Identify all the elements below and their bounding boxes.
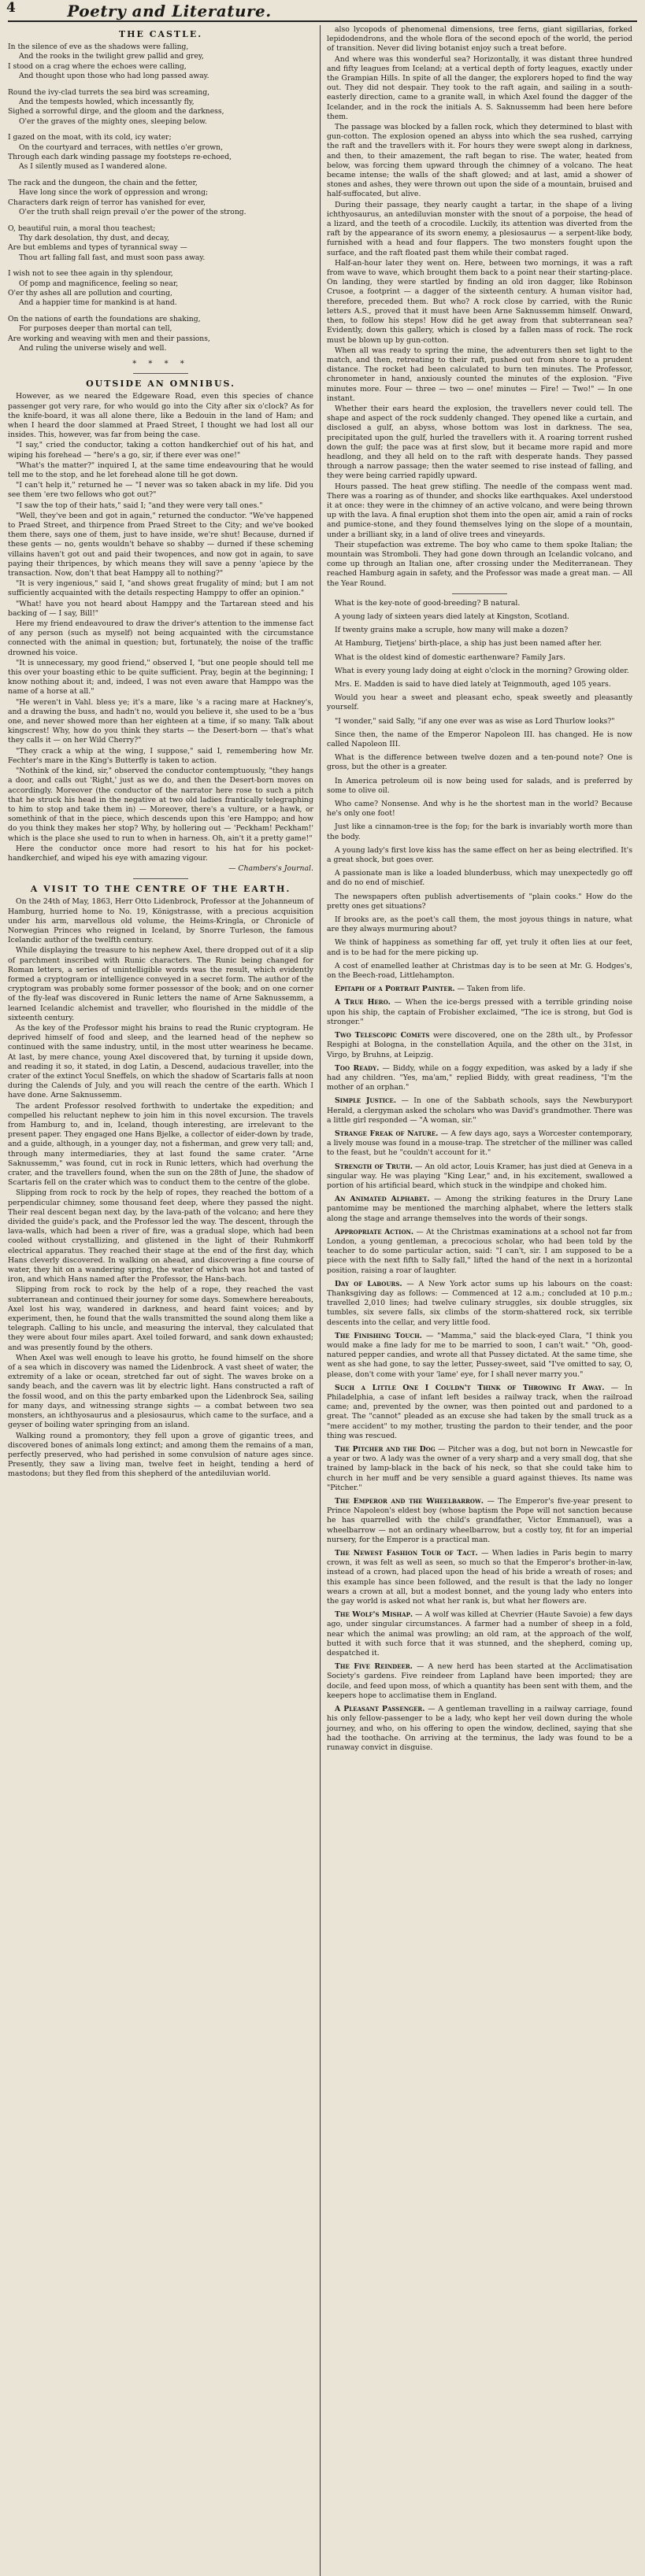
item-text: — Among the striking features in the Drury Lane pantomime may be mentioned the marching alphabet, where the letters stalk along the stage and arrange themselves into the words of their songs. [327, 1195, 632, 1223]
item-text: In America petroleum oil is now being used for salads, and is preferred by some to olive oil. [327, 776, 632, 795]
centre-article [8, 897, 313, 1479]
item-heading: The Newest Fashion Tour of Tact. [335, 1549, 478, 1558]
item-text: — When ladies in Paris begin to marry crown, it was felt as well as seen, so much so that the Emperor's brother-in-law, instead of a crown, had placed upon the head of his bride a wreath of roses; and this example has since been followed, and the result is that the lady no longer wears a crown at all, but a modest bonnet, and the young lady who enters into the gay world is asked not what her rank is, but what her flowers are. [327, 1549, 632, 1606]
miscellany-item [327, 846, 632, 865]
omnibus-article [8, 392, 313, 863]
poem-line: Are but emblems and types of tyrannical sway — [8, 243, 187, 253]
miscellany-item [327, 730, 632, 749]
article-paragraph: "They crack a whip at the wing, I suppose," said I, remembering how Mr. Fechter's mare in the King's Butterfly is taken to action. [8, 746, 313, 765]
miscellany-item [327, 599, 632, 608]
miscellany-item [327, 626, 632, 635]
miscellany-item [327, 998, 632, 1027]
miscellany-item [327, 962, 632, 981]
miscellany-item [327, 869, 632, 888]
miscellany-item [327, 667, 632, 676]
item-heading: Such a Little One I Couldn't Think of Throwing It Away. [335, 1383, 605, 1392]
article-paragraph: Slipping from rock to rock by the help of a rope, they reached the vast subterranean and continued their journey for some days. Somewhere hereabouts, Axel lost his way, wandered in darkness, and heard faint voices; and by experiment, then, he found that the walls transmitted the sound along them like a telegraph. Calling to his uncle, and measuring the interval, they calculated that they were about four miles apart. Axel toiled forward, and sank down exhausted; and was presently found by the others. [8, 1285, 313, 1352]
poem-line: Thy dark desolation, thy dust, and decay, [19, 233, 170, 242]
miscellany-list [327, 599, 632, 1753]
omnibus-attribution: — Chambers's Journal. [228, 864, 313, 874]
miscellany-item [327, 1096, 632, 1125]
article-paragraph: "It is unnecessary, my good friend," observed I, "but one people should tell me this over your boasting ethic to be quite sufficient. Pray, begin at the beginning; I know nothing about it; and, indeed, I was not even aware that Hamppo was the name of a horse at all." [8, 658, 313, 697]
poem-stanza [8, 43, 313, 82]
article-paragraph: Their stupefaction was extreme. The boy who came to them spoke Italian; the mountain was Stromboli. They had gone down through an Icelandic volcano, and come up through an Italian one, after crossing under the Mediterranean. They reached Hamburg again in safety, and the Professor was made a great man. — All the Year Round. [327, 540, 632, 588]
item-text: If twenty grains make a scruple, how many will make a dozen? [335, 626, 569, 635]
item-heading: Day of Labours. [335, 1279, 402, 1288]
poem-line: And ruling the universe wisely and well. [19, 343, 167, 353]
poem-line: The rack and the dungeon, the chain and the fetter, [8, 178, 198, 187]
article-paragraph: When all was ready to spring the mine, the adventurers then set light to the match, and then, retreating to their raft, pushed out from shore to a prudent distance. The rocket had been calculated to burn ten minutes. The Professor, chronometer in hand, anxiously counted the minutes of the explosion. "Five minutes more. Four — three — two — one! minutes — Fire! — Two!" — In one instant. [327, 346, 632, 403]
miscellany-item [327, 1497, 632, 1545]
article-paragraph: However, as we neared the Edgeware Road, even this species of chance passenger got very rare, for who would go into the City after six o'clock? As for the knife-board, it was all alone there, like a Bedouin in the land of Ham; and when I heard the door slammed at Praed Street, I thought we had lost all our insides. This, however, was far from being the case. [8, 392, 313, 440]
item-text: Who came? Nonsense. And why is he the shortest man in the world? Because he's only one foot! [327, 800, 632, 819]
item-text: were discovered, one on the 28th ult., by Professor Respighi at Bologna, in the constellation Aquila, and the other on the 31st, in Virgo, by Bruhns, at Leipzig. [327, 1031, 632, 1059]
poem-line: And the tempests howled, which incessantly fly, [19, 98, 195, 107]
poem-end-stars: * * * * [132, 360, 189, 369]
poem-line: O'er the graves of the mighty ones, sleeping below. [19, 116, 207, 126]
poem-stanza [8, 315, 313, 354]
item-text: What is the difference between twelve dozen and a ten-pound note? One is gross, but the other is a greater. [327, 753, 632, 772]
miscellany-item [327, 777, 632, 796]
poem-stanza [8, 269, 313, 309]
item-heading: Strength of Truth. [335, 1162, 413, 1171]
miscellany-item [327, 1662, 632, 1701]
poem-line: On the nations of earth the foundations are shaking, [8, 314, 201, 323]
article-paragraph: "What's the matter?" inquired I, at the same time endeavouring that he would tell me to the stop, and he let forehead alone till he got down. [8, 460, 313, 479]
miscellany-item [327, 1549, 632, 1606]
item-heading: Strange Freak of Nature. [335, 1129, 439, 1138]
article-paragraph: On the 24th of May, 1863, Herr Otto Lidenbrock, Professor at the Johanneum of Hamburg, hurried home to No. 19, Königstrasse, with a precious acquisition under his arm, marvellous old volume, the Heims-Kringla, or Chronicle of Norwegian Princes who reigned in Iceland, by Snorre Turleson, the famous Icelandic author of the twelfth century. [8, 897, 313, 945]
item-text: If brooks are, as the poet's call them, the most joyous things in nature, what are they always murmuring about? [327, 915, 632, 934]
poem-line: I stood on a crag where the echoes were calling, [8, 61, 187, 71]
poem-stanza [8, 224, 313, 264]
miscellany-item [327, 893, 632, 911]
section-divider [452, 593, 507, 594]
item-text: Just like a cinnamon-tree is the fop; for the bark is invariably worth more than the body. [327, 822, 632, 841]
item-heading: The Emperor and the Wheelbarrow. [335, 1497, 484, 1506]
miscellany-item [327, 612, 632, 622]
poem-line: I wish not to see thee again in thy splendour, [8, 269, 173, 279]
left-column [8, 25, 320, 2576]
poem-body [8, 43, 313, 353]
article-paragraph: While displaying the treasure to his nephew Axel, there dropped out of it a slip of parchment inscribed with Runic characters. The Runic being changed for Roman letters, a series of unintelligible words was the result, which evidently formed a cryptogram or intelligence conveyed in a secret form. The author of the cryptogram was probably some former possessor of the book; and on one corner of the fly-leaf was discovered in Runic letters the name of Arne Saknussemm, a learned Icelandic alchemist and traveller, who flourished in the middle of the sixteenth century. [8, 946, 313, 1022]
article-paragraph: "It is very ingenious," said I, "and shows great frugality of mind; but I am not sufficiently acquainted with the details respecting Hamppy to offer an opinion." [8, 579, 313, 598]
poem-line: For purposes deeper than mortal can tell, [19, 324, 172, 334]
poem-line: Sighed a sorrowful dirge, and the gloom and the darkness, [8, 107, 224, 116]
poem-line: Round the ivy-clad turrets the sea bird was screaming, [8, 87, 210, 97]
section-masthead: Poetry and Literature. [67, 2, 272, 20]
article-paragraph: "I can't help it," returned he — "I never was so taken aback in my life. Did you see them 'ere two fellows who got out?" [8, 481, 313, 500]
item-text: Since then, the name of the Emperor Napoleon III. has changed. He is now called Napoleon III. [327, 730, 632, 749]
miscellany-item [327, 1228, 632, 1276]
poem-line: And the rooks in the twilight grew pallid and grey, [19, 52, 204, 61]
item-text: At Hamburg, Tietjens' birth-place, a ship has just been named after her. [335, 639, 602, 649]
item-text: — A new herd has been started at the Acclimatisation Society's gardens. Five reindeer from Lapland have been imported; they are docile, and feed upon moss, of which a quantity has been sent with them, and the keepers hope to acclimatise them in England. [327, 1662, 632, 1700]
article-paragraph: also lycopods of phenomenal dimensions, tree ferns, giant sigillarias, forked lepidodendrons, and the whole flora of the second epoch of the world, the period of transition. Never did living botanist enjoy such a treat before. [327, 25, 632, 54]
miscellany-item [327, 753, 632, 772]
poem-line: Thou art falling fall fast, and must soon pass away. [19, 253, 206, 262]
poem-line: Of pomp and magnificence, feeling so near, [19, 279, 179, 288]
miscellany-item [327, 1162, 632, 1192]
miscellany-item [327, 639, 632, 649]
miscellany-item [327, 693, 632, 712]
item-heading: Two Telescopic Comets [335, 1031, 430, 1040]
miscellany-item [327, 680, 632, 689]
item-heading: A Pleasant Passenger. [335, 1705, 425, 1714]
item-text: — When the ice-bergs pressed with a terrible grinding noise upon his ship, the captain of Frobisher exclaimed, "The ice is strong, but God is stronger." [327, 998, 632, 1026]
item-text: A young lady's first love kiss has the same effect on her as being electrified. It's a great shock, but goes over. [327, 845, 632, 865]
poem-stanza [8, 133, 313, 172]
columns [8, 25, 637, 2576]
poem-line: And a happier time for mankind is at hand. [19, 298, 177, 308]
item-text: Would you hear a sweet and pleasant echo, speak sweetly and pleasantly yourself. [327, 693, 632, 712]
item-text: — In Philadelphia, a case of infant left besides a railway track, when the railroad came; and, prevented by the owner, was then pointed out and pardoned to a great. The "cannot" pleaded as an excuse she had taken by the small truck as a "mere accident" to my mother, trusting the pardon to their tender, and the poor thing was rescued. [327, 1383, 632, 1440]
centre-title: A VISIT TO THE CENTRE OF THE EARTH. [30, 884, 291, 895]
item-text: What is the oldest kind of domestic earthenware? Family Jars. [335, 652, 566, 662]
miscellany-item [327, 938, 632, 957]
centre-article-continued [327, 25, 632, 589]
article-paragraph: As the key of the Professor might his brains to read the Runic cryptogram. He deprived himself of food and sleep, and the learned head of the nephew so continued with the same industry, until, in the most utter weariness he became. At last, by mere chance, young Axel discovered that, by turning it upside down, and reading it so, it stated, in dog Latin, a Descend, audacious traveller, into the crater of the extinct Yocul Sneffels, on which the shadow of Scartaris falls at noon during the Calends of July, and you will reach the centre of the earth. Which I have done. Arne Saknussemm. [8, 1023, 313, 1100]
miscellany-item [327, 1445, 632, 1493]
item-text: — Biddy, while on a foggy expedition, was asked by a lady if she had any children. "Yes, ma'am," replied Biddy, with great readiness, "I'm the mother of an orphan." [327, 1063, 632, 1092]
article-paragraph: When Axel was well enough to leave his grotto, he found himself on the shore of a sea which in discovery was named the Lidenbrock. A vast sheet of water, the extremity of a lake or ocean, stretched far out of sight. The waves broke on a sandy beach, and the cavern was lit by electric light. Hans constructed a raft of the fossil wood, and on this the party embarked upon the Lidenbrock Sea, sailing for many days, and witnessing strange sights — a combat between two sea monsters, an ichthyosaurus and a plesiosaurus, which came to the surface, and a geyser of boiling water springing from an island. [8, 1353, 313, 1430]
item-text: — In one of the Sabbath schools, says the Newburyport Herald, a clergyman asked the scholars who was David's grandmother. There was a little girl responded — "A woman, sir." [327, 1096, 632, 1125]
article-paragraph: "Nothink of the kind, sir," observed the conductor contemptuously, "they hangs a door, and calls out 'Right,' just as we do, and then the Desert-born moves on accordingly. Moreover (the conductor of the narrator here rose to such a pitch that he struck his head in the negative at two old ladies frantically telegraphing to him to stop and take them in) — Moreover, there's a vulture, or a hawk, or somethink of that in the piece, which descends upon this 'ere Hamppo; and how do you think they makes her stop? Why, by hollering out — 'Peckham! Peckham!' which is the place she used to run to when in harness. Oh, ain't it a pretty game!" [8, 767, 313, 843]
article-paragraph: "I saw the top of their hats," said I; "and they were very tall ones." [16, 501, 263, 510]
miscellany-item [327, 1195, 632, 1224]
poem-stanza [8, 88, 313, 128]
article-paragraph: Half-an-hour later they went on. Here, between two mornings, it was a raft from wave to wave, which brought them back to a point near their starting-place. On landing, they were startled by finding an old iron dagger, like Robinson Crusoe, a footprint — a dagger of the sixteenth century. A human visitor had, therefore, preceded them. But who? A rock close by carried, with the Runic letters A.S., proved that it must have been Arne Saknussemm himself. Onward, then, to follow his steps! How did he get away from that subterranean sea? Evidently, down this gallery, which is closed by a fallen mass of rock. The rock must be blown up by gun-cotton. [327, 258, 632, 345]
item-heading: Epitaph of a Portrait Painter. [335, 985, 455, 994]
item-text: — A New York actor sums up his labours on the coast: Thanksgiving day as follows: — Commenced at 12 a.m.; concluded at 10 p.m.; travelled 2,010 lines; had twelve culinary struggles, six double struggles, six tumbles, six severe falls, six climbs of the storm-shattered rock, six terrible descents into the cellar, and very little food. [327, 1279, 632, 1327]
article-paragraph: Hours passed. The heat grew stifling. The needle of the compass went mad. There was a roaring as of thunder, and shocks like earthquakes. Axel understood it at once: they were in the chimney of an active volcano, and were being thrown up with the lava. A final eruption shot them into the open air, amid a rain of rocks and pumice-stone, and they found themselves lying on the slope of a mountain, under a brilliant sky, in a land of olive trees and vineyards. [327, 482, 632, 539]
poem-line: As I silently mused as I wandered alone. [19, 162, 168, 172]
poem-line: In the silence of eve as the shadows were falling, [8, 43, 189, 51]
poem-line: On the courtyard and terraces, with nettles o'er grown, [19, 142, 223, 152]
miscellany-item [327, 653, 632, 663]
item-text: — Taken from life. [457, 985, 526, 994]
miscellany-item [327, 915, 632, 934]
item-heading: An Animated Alphabet. [335, 1195, 430, 1204]
article-paragraph: "He weren't in Vahl. bless ye; it's a mare, like 's a racing mare at Hackney's, and a drawing the buss, and hadn't no, would you believe it, she used to be a 'bus one, and never showed more than her eighteen at a time, if so many. Talk about kingscrest! Why, how do you think they starts — the Desert-born — that's what they calls it — on her Wild Cherry?" [8, 697, 313, 745]
item-text: A young lady of sixteen years died lately at Kingston, Scotland. [335, 612, 569, 621]
article-paragraph: "What! have you not heard about Hamppy and the Tartarean steed and his backing of — I say, Bill!" [8, 599, 313, 618]
article-paragraph: And where was this wonderful sea? Horizontally, it was distant three hundred and fifty leagues from Iceland; at a vertical depth of forty leagues, exactly under the Grampian Hills. In spite of all the danger, the explorers hoped to find the way out. They did not despair. They took to the raft again, and sailing in a south-easterly direction, came to a granite wall, in which Axel found the dagger of the Icelander, and in the rock the initials A. S. Saknussemm had been here before them. [327, 54, 632, 121]
item-heading: The Wolf's Mishap. [335, 1610, 413, 1620]
item-text: Mrs. E. Madden is said to have died lately at Teignmouth, aged 105 years. [335, 680, 611, 689]
item-text: — Pitcher was a dog, but not born in Newcastle for a year or two. A lady was the owner of a very sharp and a very small dog, that she trained by lamp-black in the back of his neck, so that she could take him to church in her muff and be very sensible a guard against thieves. Its name was "Pitcher." [327, 1445, 632, 1492]
miscellany-item [327, 1332, 632, 1380]
masthead-rule [8, 20, 637, 22]
miscellany-item [327, 1031, 632, 1060]
poem-line: Through each dark winding passage my footsteps re-echoed, [8, 153, 232, 162]
article-paragraph: Here the conductor once more had resort to his hat for his pocket-handkerchief, and wiped his eye with amazing vigour. [8, 844, 313, 863]
item-heading: A True Hero. [335, 998, 391, 1007]
item-heading: The Pitcher and the Dog [335, 1445, 436, 1454]
item-text: — A few days ago, says a Worcester contemporary, a lively mouse was found in a mouse-trap. The stretcher of the milliner was called to the feast, but he "couldn't account for it." [327, 1129, 632, 1158]
miscellany-item [327, 1064, 632, 1093]
item-text: The newspapers often publish advertisements of "plain cooks." How do the pretty ones get situations? [327, 892, 632, 911]
poem-stanza [8, 179, 313, 218]
item-text: — A wolf was killed at Chevrier (Haute Savoie) a few days ago, under singular circumstances. A farmer had a number of sheep in a fold, near which the animal was prowling; an old ram, at the approach of the wolf, butted it with such force that it was stunned, and the shepherd, coming up, despatched it. [327, 1610, 632, 1658]
item-text: — "Mamma," said the black-eyed Clara, "I think you would make a fine lady for me to be married to soon, I can't wait." "Oh, good-natured pepper candies, and wrote all that Pussey dictated. At the same time, she went as she had gone, to say the letter, Pussey-sweet, said "I've omitted to say, O, please, don't come with your 'lame' eye, for I shall never marry you." [327, 1331, 632, 1379]
article-paragraph: The passage was blocked by a fallen rock, which they determined to blast with gun-cotton. The explosion opened an abyss into which the sea rushed, carrying the raft and the travellers with it. For hours they were swept along in darkness, and then, to their amazement, the raft began to rise. The water, heated from below, was forcing them upward through the chimney of a volcano. The heat became intense; the walls of the shaft glowed; and at last, amid a shower of stones and ashes, they were thrown out upon the side of a mountain, bruised and half-suffocated, but alive. [327, 123, 632, 199]
article-paragraph: Slipping from rock to rock by the help of ropes, they reached the bottom of a perpendicular chimney, some thousand feet deep, where they passed the night. Their real descent began next day, by the lava-path of the volcano; and here they divided the guide's pack, and the Professor led the way. The descent, through the lava-walls, which had been a river of fire, was a gradual slope, which had been cooled without crystallizing, and glistened in the light of their Ruhmkorff electrical apparatus. They reached their stage at the end of the first day, which Hans cleverly discovered. In walking on ahead, and discovering a fine course of water, they hit on a wandering spring, the water of which was hot and tasted of iron, and which Hans named after the Professor, the Hans-bach. [8, 1188, 313, 1284]
item-heading: Simple Justice. [335, 1096, 397, 1106]
poem-line: O'er the truth shall reign prevail o'er the power of the strong. [19, 208, 247, 217]
miscellany-item [327, 1610, 632, 1658]
article-paragraph: "Well, they've been and got in again," returned the conductor. "We've happened to Praed Street, and thirpence from Praed Street to the City; and we've booked them there, says one of them, just to have inside, we're shut! Because, durned if these gents — no, gents wouldn't behave so shabby — durned if these scheming villains haven't got out and paid their twopences, and now got in again, to save paying their thripences, by which means they will save a penny 'apiece by the transaction. Now, don't that beat Hamppy all to nothing?" [8, 511, 313, 578]
article-paragraph: Whether their ears heard the explosion, the travellers never could tell. The shape and aspect of the rock suddenly changed. They opened like a curtain, and disclosed a gulf, an abyss, whose bottom was lost in darkness. The sea, precipitated upon the gulf, hurled the travellers with it. A roaring torrent rushed down the gulf; the pace was at first slow, but it became more rapid and more headlong, and they all held on to the raft with desperate hands. They passed through a narrow passage; then the water seemed to rise instead of falling, and they were being carried rapidly upward. [327, 404, 632, 481]
miscellany-item [327, 717, 632, 726]
item-text: A cost of enamelled leather at Christmas day is to be seen at Mr. G. Hodges's, on the Beech-road, Littlehampton. [327, 961, 632, 981]
item-heading: The Five Reindeer. [335, 1662, 413, 1672]
article-paragraph: The ardent Professor resolved forthwith to undertake the expedition; and compelled his reluctant nephew to join him in this novel excursion. The travels from Hamburg to, and in, Iceland, though interesting, are irrelevant to the present paper. They engaged one Hans Bjelke, a collector of eider-down by trade, and a guide, although, in a younger day, not a fisherman, and grew very tall; and, through many intermediaries, they at last found the same crater. "Arne Saknussemm," was found, cut in rock in Runic letters, which had overhung the crater, and the travellers found, when the sun on the 28th of June, the shadow of Scartaris fell on the crater which was to conduct them to the centre of the globe. [8, 1101, 313, 1188]
item-heading: Appropriate Action. [335, 1227, 414, 1236]
miscellany-item [327, 822, 632, 841]
poem-line: And thought upon those who had long passed away. [19, 72, 209, 81]
section-divider [133, 878, 188, 879]
poem-line: I gazed on the moat, with its cold, icy water; [8, 133, 172, 142]
item-text: What is the key-note of good-breeding? B natural. [335, 598, 521, 608]
section-divider [133, 373, 188, 374]
item-heading: The Finishing Touch. [335, 1331, 422, 1340]
miscellany-item [327, 985, 632, 994]
poem-line: Are working and weaving with men and their passions, [8, 334, 210, 343]
poem-line: O, beautiful ruin, a moral thou teachest; [8, 224, 156, 233]
item-text: — At the Christmas examinations at a school not far from London, a young gentleman, a precocious scholar, who had been told by the teacher to do some particular action, said: "I can't, sir. I am supposed to be a piece with the next fifth to Sally fall," lifted the hand of the next in a horizontal position, raising a roar of laughter. [327, 1227, 632, 1275]
right-column [321, 25, 632, 2576]
miscellany-item [327, 1129, 632, 1159]
poem-line: Characters dark reign of terror has vanished for ever, [8, 198, 206, 207]
item-text: What is every young lady doing at eight o'clock in the morning? Growing older. [335, 666, 629, 675]
article-paragraph: Here my friend endeavoured to draw the driver's attention to the immense fact of any person (such as myself) not being acquainted with the circumstance connected with the animal in question; but, fortunately, the noise of the traffic drowned his voice. [8, 619, 313, 657]
poem-title: THE CASTLE. [118, 29, 203, 39]
page-number: 4 [6, 0, 16, 16]
item-text: — An old actor, Louis Kramer, has just died at Geneva in a singular way. He was playing "King Lear," and, in his excitement, swallowed a portion of his artificial beard, which stuck in the windpipe and choked him. [327, 1162, 632, 1190]
article-paragraph: Walking round a promontory, they fell upon a grove of gigantic trees, and discovered bones of animals long extinct; and among them the remains of a man, perfectly preserved, who had perished in some convulsion of nature ages since. Presently, they saw a living man, twelve feet in height, tending a herd of mastodons; but they fled from this shepherd of the antediluvian world. [8, 1431, 313, 1479]
item-heading: Too Ready. [335, 1063, 380, 1073]
omnibus-title: OUTSIDE AN OMNIBUS. [86, 379, 235, 390]
item-text: — A gentleman travelling in a railway carriage, found his only fellow-passenger to be a lady, who kept her veil down during the whole journey, and who, on his offering to open the window, declined, saying that she had the toothache. On arriving at the terminus, the lady was found to be a runaway convict in disguise. [327, 1705, 632, 1752]
item-text: "I wonder," said Sally, "if any one ever was as wise as Lord Thurlow looks?" [335, 716, 615, 726]
miscellany-item [327, 1384, 632, 1441]
item-text: We think of happiness as something far off, yet truly it often lies at our feet, and is to be had for the mere picking up. [327, 938, 632, 957]
miscellany-item [327, 1280, 632, 1328]
item-text: A passionate man is like a loaded blunderbuss, which may unexpectedly go off and do no end of mischief. [327, 869, 632, 888]
article-paragraph: During their passage, they nearly caught a tartar, in the shape of a living ichthyosaurus, an antediluvian monster with the snout of a porpoise, the head of a lizard, and the teeth of a crocodile. Luckily, its attention was diverted from the raft by the appearance of its sworn enemy, a plesiosaurus — a serpent-like body, furnished with a head and four flappers. The two monsters fought upon the surface, and the raft floated past them while their combat raged. [327, 200, 632, 257]
poem-line: Have long since the work of oppression and wrong; [19, 188, 209, 198]
item-text: — The Emperor's five-year present to Prince Napoleon's eldest boy (whose baptism the Pope will not sanction because he has quarrelled with the child's grandfather, Victor Emmanuel), was a wheelbarrow — not an ordinary wheelbarrow, but a costly toy, fit for an imperial nursery, for the Emperor is a practical man. [327, 1497, 632, 1544]
article-paragraph: "I say," cried the conductor, taking a cotton handkerchief out of his hat, and wiping his forehead — "here's a go, sir, if there ever was one!" [8, 441, 313, 460]
miscellany-item [327, 800, 632, 819]
miscellany-item [327, 1705, 632, 1753]
poem-line: O'er thy ashes all are pollution and courting, [8, 288, 172, 298]
